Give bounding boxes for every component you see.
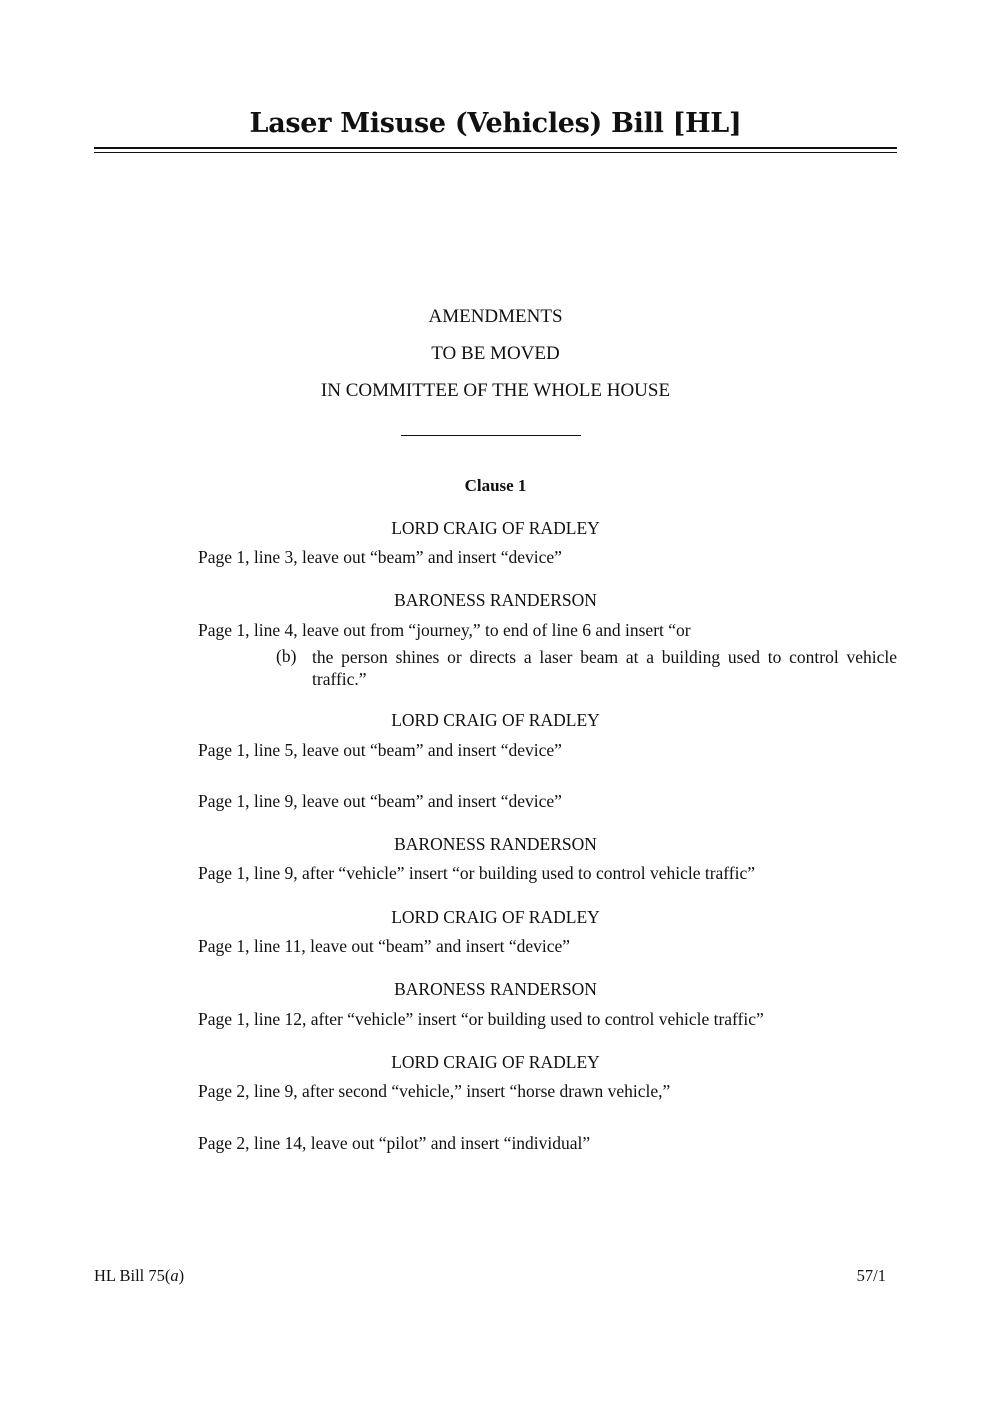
amendment-text: Page 1, line 5, leave out “beam” and insert “device” [198,740,562,760]
heading-committee: IN COMMITTEE OF THE WHOLE HOUSE [320,380,671,401]
amendment-text: Page 1, line 4, leave out from “journey,” to end of line 6 and insert “or [198,620,691,640]
footer-bill-italic: a [170,1266,179,1285]
amendment-sponsor: BARONESS RANDERSON [394,834,597,854]
footer-bill-prefix: HL Bill 75( [94,1266,171,1285]
footer-bill-reference [94,1266,184,1286]
footer-bill-suffix: ) [178,1266,185,1285]
amendment-sponsor: BARONESS RANDERSON [394,590,597,610]
footer-page-reference: 57/1 [856,1266,886,1285]
amendment-text: Page 1, line 11, leave out “beam” and insert “device” [198,936,571,956]
amendment-sponsor: LORD CRAIG OF RADLEY [391,710,600,730]
title-rule-top [94,147,897,149]
amendment-text: Page 1, line 9, leave out “beam” and insert “device” [198,791,562,811]
title-rule-bottom [94,152,897,153]
inserted-paragraph-text: the person shines or directs a laser beam at a building used to control vehicle traffic.” [312,647,897,689]
amendment-text: Page 1, line 3, leave out “beam” and insert “device” [198,547,562,567]
amendment-text: Page 1, line 9, after “vehicle” insert “or building used to control vehicle traffic” [198,863,756,883]
amendment-text: Page 1, line 12, after “vehicle” insert “or building used to control vehicle traffic” [198,1009,764,1029]
heading-amendments: AMENDMENTS [428,306,563,327]
amendment-sponsor: BARONESS RANDERSON [394,979,597,999]
inserted-paragraph-label: (b) [276,646,297,666]
bill-title: Laser Misuse (Vehicles) Bill [HL] [249,108,742,139]
amendment-text: Page 2, line 9, after second “vehicle,” insert “horse drawn vehicle,” [198,1081,671,1101]
amendment-text: Page 2, line 14, leave out “pilot” and insert “individual” [198,1133,591,1153]
heading-separator-rule [401,435,581,436]
clause-heading: Clause 1 [464,476,527,495]
heading-to-be-moved: TO BE MOVED [431,343,560,364]
amendment-sponsor: LORD CRAIG OF RADLEY [391,907,600,927]
amendment-sponsor: LORD CRAIG OF RADLEY [391,518,600,538]
amendment-sponsor: LORD CRAIG OF RADLEY [391,1052,600,1072]
